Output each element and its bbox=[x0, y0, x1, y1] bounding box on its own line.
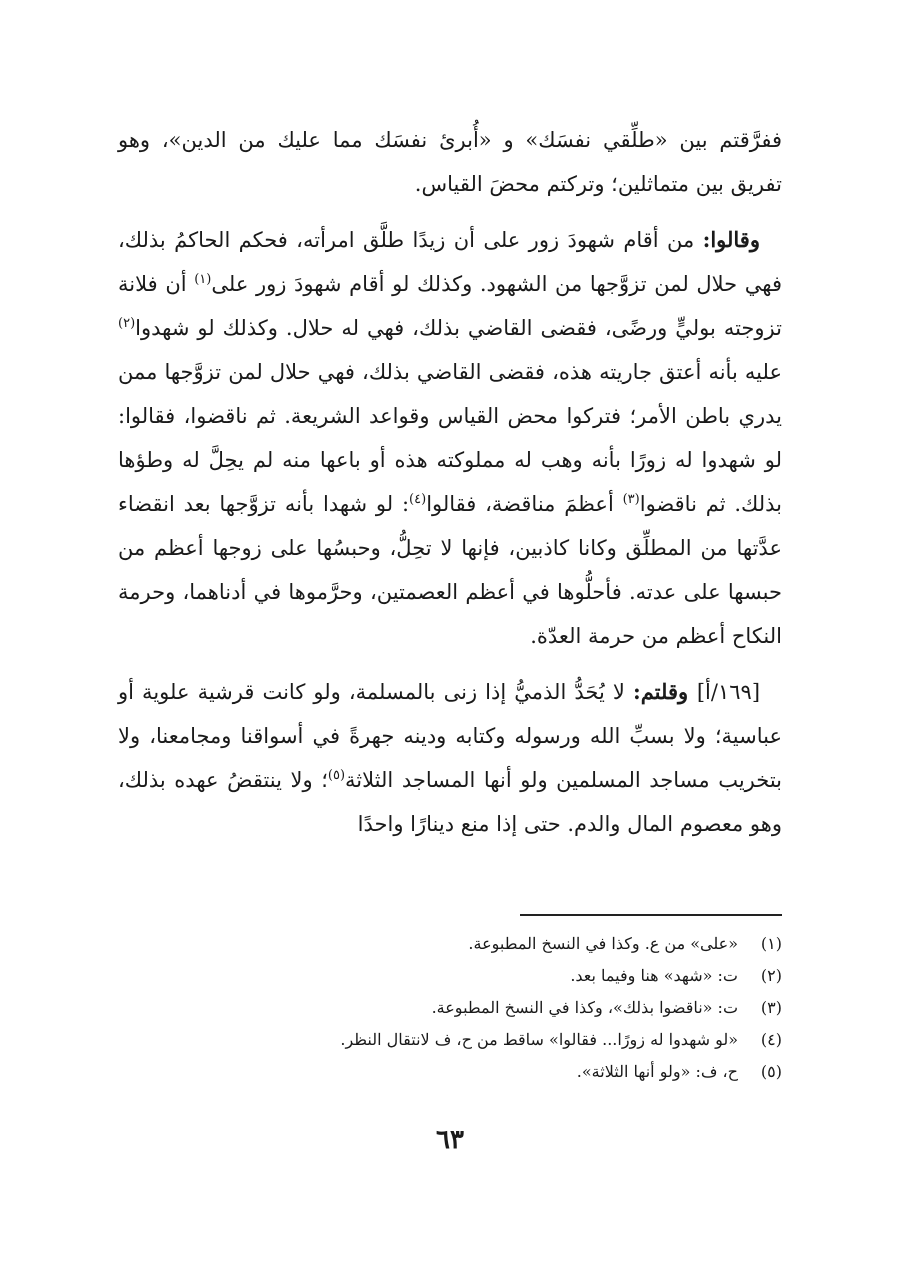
footnote-ref-3[interactable]: (٣) bbox=[622, 492, 640, 507]
paragraph-3-lead: وقلتم: bbox=[632, 679, 697, 704]
footnote-number: (٥) bbox=[760, 1062, 782, 1081]
footnote-ref-1[interactable]: (١) bbox=[194, 272, 212, 287]
page-body bbox=[118, 118, 782, 858]
paragraph-3 bbox=[118, 670, 782, 846]
footnote-number: (٤) bbox=[760, 1030, 782, 1049]
paragraph-2-text-2: أن فلانة تزوجته بوليٍّ ورضًى، فقضى القاضي بذلك، فهي له حلال. وكذلك لو شهدوا bbox=[118, 272, 782, 340]
paragraph-3-text-1: لا يُحَدُّ الذميُّ إذا زنى بالمسلمة، ولو كانت قرشية علوية أو عباسية؛ ولا بسبِّ الله ورسوله وكتابه ودينه جهرةً في أسواقنا ومجامعنا، ولا بتخريب مساجد المسلمين ولو أنها المساجد الثلاثة bbox=[118, 680, 782, 792]
footnote-number: (١) bbox=[760, 934, 782, 953]
paragraph-2-text-5: : لو شهدا بأنه تزوَّجها بعد انقضاء عدَّتها من المطلِّق وكانا كاذبين، فإنها لا تحِلُّ، وحبسُها على زوجها أعظم من حبسها على عدته. فأحلُّوها في أعظم العصمتين، وحرَّموها في أدناهما، وحرمة النكاح أعظم من حرمة العدّة. bbox=[118, 492, 782, 648]
footnote-2 bbox=[118, 960, 782, 992]
footnote-number: (٣) bbox=[760, 998, 782, 1017]
footnote-number: (٢) bbox=[760, 966, 782, 985]
paragraph-3-text-2: ؛ ولا ينتقضُ عهده بذلك، وهو معصوم المال والدم. حتى إذا منع دينارًا واحدًا bbox=[118, 768, 782, 836]
footnote-4 bbox=[118, 1024, 782, 1056]
paragraph-2-text-1: من أقام شهودَ زور على أن زيدًا طلَّق امرأته، فحكم الحاكمُ بذلك، فهي حلال لمن تزوَّجها من الشهود. وكذلك لو أقام شهودَ زور على bbox=[118, 228, 782, 296]
manuscript-folio-ref: [١٦٩/أ] bbox=[696, 680, 761, 704]
footnote-text: «على» من ع. وكذا في النسخ المطبوعة. bbox=[468, 934, 738, 953]
paragraph-2 bbox=[118, 218, 782, 658]
footnote-separator bbox=[520, 914, 782, 916]
footnote-text: ت: «ناقضوا بذلك»، وكذا في النسخ المطبوعة. bbox=[431, 998, 738, 1017]
paragraph-2-text-4: أعظمَ مناقضة، فقالوا bbox=[426, 492, 623, 516]
footnote-3 bbox=[118, 992, 782, 1024]
paragraph-2-lead: وقالوا: bbox=[702, 227, 760, 252]
footnote-ref-2[interactable]: (٢) bbox=[118, 316, 136, 331]
page-number: ٦٣ bbox=[436, 1125, 464, 1155]
footnote-text: «لو شهدوا له زورًا... فقالوا» ساقط من ح، ف لانتقال النظر. bbox=[340, 1030, 738, 1049]
footnotes bbox=[118, 928, 782, 1088]
footnote-1 bbox=[118, 928, 782, 960]
paragraph-1 bbox=[118, 118, 782, 206]
footnote-text: ت: «شهد» هنا وفيما بعد. bbox=[570, 966, 738, 985]
footnote-ref-5[interactable]: (٥) bbox=[327, 768, 346, 783]
footnote-text: ح، ف: «ولو أنها الثلاثة». bbox=[576, 1062, 738, 1081]
footnote-ref-4[interactable]: (٤) bbox=[409, 492, 427, 507]
paragraph-1-text: ففرَّقتم بين «طلِّقي نفسَك» و «أُبرئ نفسَك مما عليك من الدين»، وهو تفريق بين متماثلين؛ وتركتم محضَ القياس. bbox=[118, 128, 782, 196]
paragraph-2-text-3: عليه بأنه أعتق جاريته هذه، فقضى القاضي بذلك، فهي حلال لمن تزوَّجها ممن يدري باطن الأمر؛ فتركوا محض القياس وقواعد الشريعة. ثم ناقضوا، فقالوا: لو شهدوا له زورًا بأنه وهب له مملوكته هذه أو باعها منه لم يحِلَّ له وطؤها بذلك. ثم ناقضوا bbox=[118, 360, 782, 516]
footnote-5 bbox=[118, 1056, 782, 1088]
